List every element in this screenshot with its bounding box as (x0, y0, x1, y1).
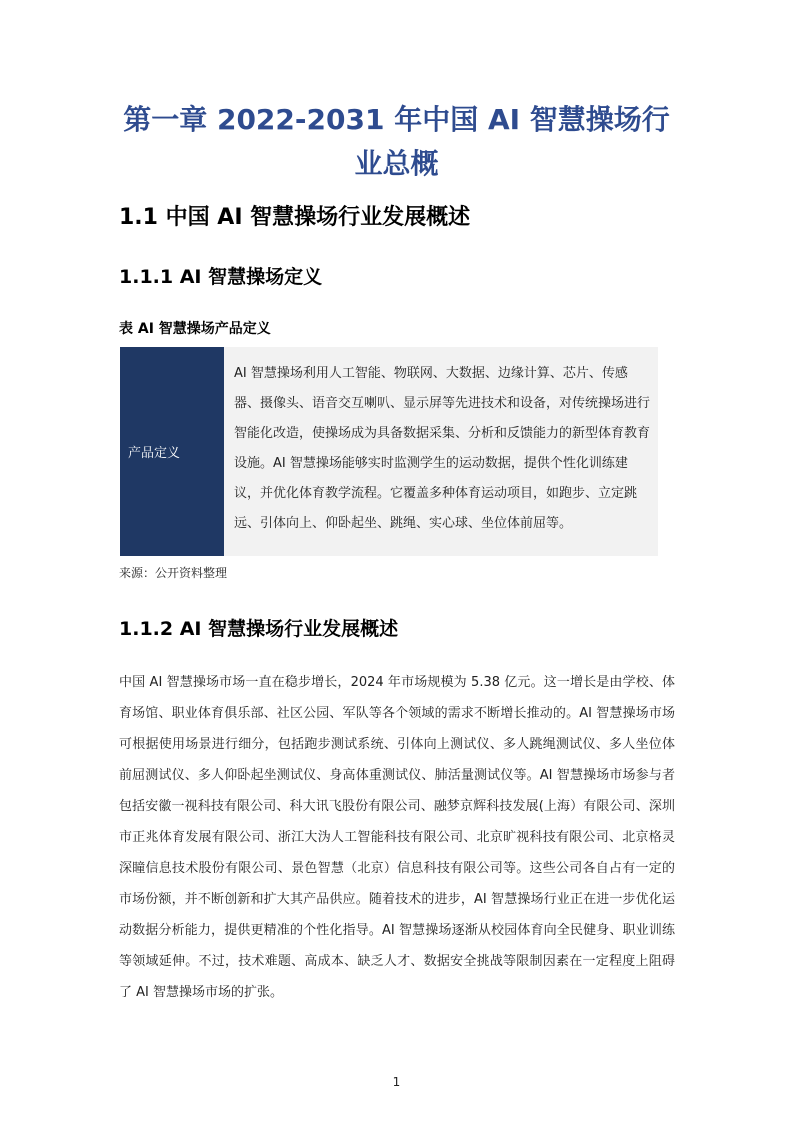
table-content-cell: AI 智慧操场利用人工智能、物联网、大数据、边缘计算、芯片、传感器、摄像头、语音交互喇叭、显示屏等先进技术和设备，对传统操场进行智能化改造，使操场成为具备数据采集、分析和反馈能力的新型体育教育设施。AI 智慧操场能够实时监测学生的运动数据，提供个性化训练建议，并优化体育教学流程。它覆盖多种体育运动项目，如跑步、立定跳远、引体向上、仰卧起坐、跳绳、实心球、坐位体前屈等。 (224, 347, 658, 556)
definition-table (120, 347, 658, 556)
table-caption: 表 AI 智慧操场产品定义 (119, 321, 271, 337)
section-heading-1-1-1: 1.1.1 AI 智慧操场定义 (119, 266, 323, 288)
page-number: 1 (392, 1075, 401, 1089)
chapter-title: 第一章 2022-2031 年中国 AI 智慧操场行业总概 (123, 103, 670, 180)
section-heading-1-1: 1.1 中国 AI 智慧操场行业发展概述 (119, 205, 471, 230)
section-heading-1-1-2: 1.1.2 AI 智慧操场行业发展概述 (119, 618, 399, 640)
table-source: 来源：公开资料整理 (119, 566, 228, 580)
body-paragraph: 中国 AI 智慧操场市场一直在稳步增长，2024 年市场规模为 5.38 亿元。这一增长是由学校、体育场馆、职业体育俱乐部、社区公园、军队等各个领域的需求不断增长推动的。AI 智慧操场市场可根据使用场景进行细分，包括跑步测试系统、引体向上测试仪、多人跳绳测试仪、多人坐位体前屈测试仪、多人仰卧起坐测试仪、身高体重测试仪、肺活量测试仪等。AI 智慧操场市场参与者包括安徽一视科技有限公司、科大讯飞股份有限公司、融梦京辉科技发展(上海）有限公司、深圳市正兆体育发展有限公司、浙江大沩人工智能科技有限公司、北京旷视科技有限公司、北京格灵深瞳信息技术股份有限公司、景色智慧（北京）信息科技有限公司等。这些公司各自占有一定的市场份额，并不断创新和扩大其产品供应。随着技术的进步，AI 智慧操场行业正在进一步优化运动数据分析能力，提供更精准的个性化指导。AI 智慧操场逐渐从校园体育向全民健身、职业训练等领域延伸。不过，技术难题、高成本、缺乏人才、数据安全挑战等限制因素在一定程度上阻碍了 AI 智慧操场市场的扩张。 (119, 675, 675, 1000)
table-label-cell: 产品定义 (120, 347, 224, 556)
